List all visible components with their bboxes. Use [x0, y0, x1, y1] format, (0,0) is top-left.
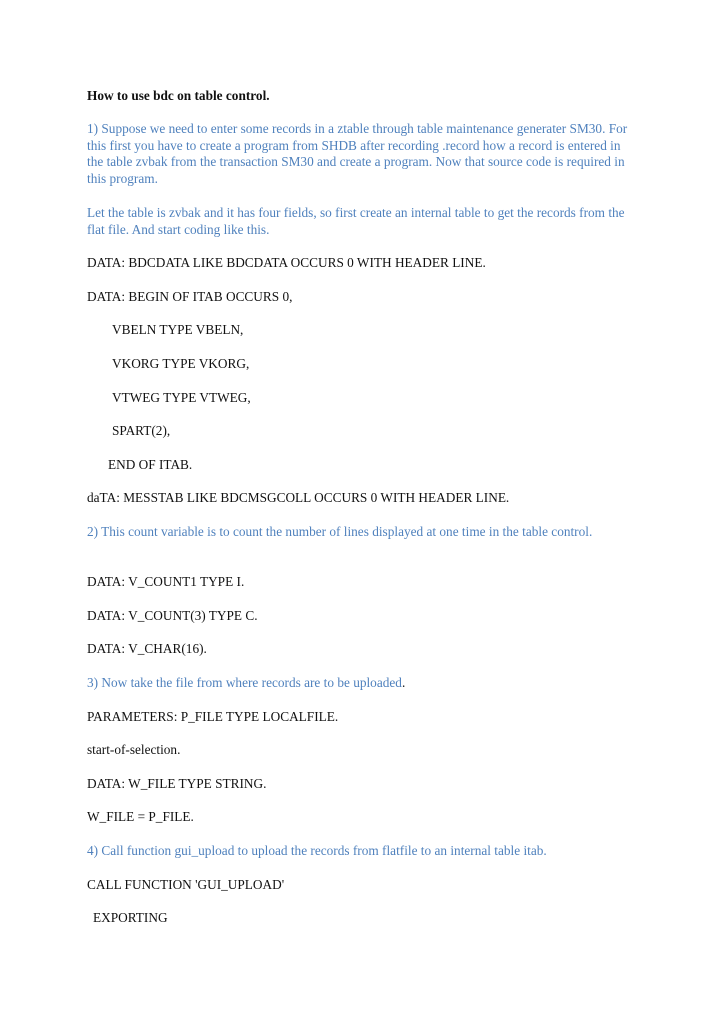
code-line: W_FILE = P_FILE. — [87, 809, 194, 824]
paragraph-4-period: . — [401, 675, 406, 690]
code-line: PARAMETERS: P_FILE TYPE LOCALFILE. — [87, 709, 339, 724]
code-line: daTA: MESSTAB LIKE BDCMSGCOLL OCCURS 0 WITH HEADER LINE. — [87, 490, 510, 505]
code-line: DATA: V_COUNT(3) TYPE C. — [87, 608, 258, 623]
paragraph-5: 4) Call function gui_upload to upload the records from flatfile to an internal table itab. — [87, 843, 547, 858]
paragraph-3: 2) This count variable is to count the number of lines displayed at one time in the table control. — [87, 524, 593, 539]
code-line: END OF ITAB. — [108, 457, 193, 472]
code-line: SPART(2), — [112, 423, 171, 438]
code-line: VTWEG TYPE VTWEG, — [112, 390, 251, 405]
code-line: VKORG TYPE VKORG, — [112, 356, 250, 371]
code-line: EXPORTING — [93, 910, 168, 925]
code-line: CALL FUNCTION 'GUI_UPLOAD' — [87, 877, 285, 892]
document-title: How to use bdc on table control. — [87, 88, 270, 103]
code-line: VBELN TYPE VBELN, — [112, 322, 244, 337]
code-line: DATA: BEGIN OF ITAB OCCURS 0, — [87, 289, 293, 304]
code-line: DATA: V_COUNT1 TYPE I. — [87, 574, 245, 589]
code-line: DATA: W_FILE TYPE STRING. — [87, 776, 267, 791]
code-line: start-of-selection. — [87, 742, 181, 757]
code-line: DATA: V_CHAR(16). — [87, 641, 207, 656]
paragraph-2: Let the table is zvbak and it has four fields, so first create an internal table to get the records from the flat file. And start coding like this. — [87, 205, 625, 237]
paragraph-4-text: 3) Now take the file from where records are to be uploaded — [87, 675, 402, 690]
paragraph-4 — [87, 675, 632, 692]
code-line: DATA: BDCDATA LIKE BDCDATA OCCURS 0 WITH HEADER LINE. — [87, 255, 486, 270]
paragraph-1: 1) Suppose we need to enter some records in a ztable through table maintenance generater SM30. For this first you have to create a program from SHDB after recording .record how a record is entered in the table zvbak from the transaction SM30 and create a program. Now that source code is required in this program. — [87, 121, 628, 186]
